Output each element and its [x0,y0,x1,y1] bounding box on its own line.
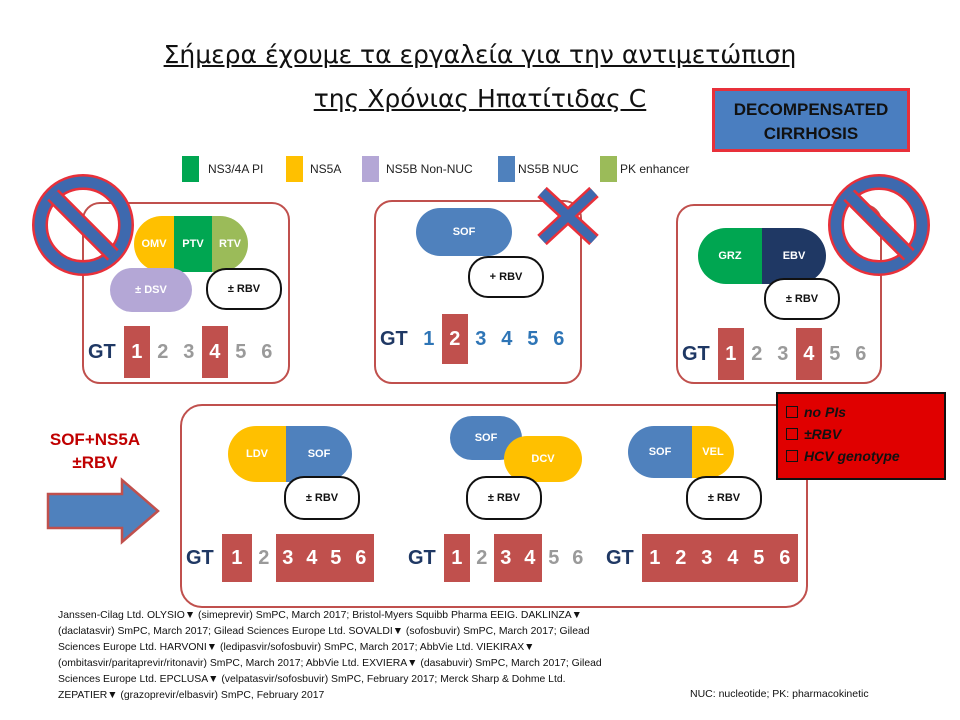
sof-ns5a-label [30,428,160,474]
genotype-4: 4 [202,326,228,378]
rbv-bubble-2: + RBV [468,256,544,298]
dcv-label: DCV [531,453,555,465]
genotype-6: 6 [553,327,565,350]
reference-line: Sciences Europe Ltd. HARVONI▼ (ledipasvir/sofosbuvir) SmPC, March 2017; AbbVie Ltd. VIEKIRAX▼ [58,642,535,653]
reference-line: (ombitasvir/paritaprevir/ritonavir) SmPC, March 2017; AbbVie Ltd. EXVIERA▼ (dasabuvir) SmPC, March 2017; Gilead [58,658,602,669]
legend-label-ns5b-nuc: NS5B NUC [518,162,579,176]
genotype-1: 1 [718,328,744,380]
genotype-3: 3 [494,534,518,582]
legend-label-ns34a: NS3/4A PI [208,162,264,176]
abbreviation-footnote: NUC: nucleotide; PK: pharmacokinetic [690,688,869,700]
badge-line-2: CIRRHOSIS [763,124,859,143]
genotype-2: 2 [258,546,270,569]
vel-segment: VEL [692,426,734,478]
gt-label: GT [408,546,436,569]
genotype-2: 2 [751,342,763,365]
genotype-5: 5 [527,327,539,350]
pill-dsv [110,268,192,312]
rtv-segment: RTV [212,216,248,272]
genotype-1: 1 [444,534,470,582]
note-text: no PIs [804,404,847,420]
dsv-label: ± DSV [135,284,167,296]
legend-swatch-pk [600,156,617,182]
genotype-row-epclusa [606,534,798,582]
genotype-1: 1 [222,534,252,582]
reference-line: Sciences Europe Ltd. EPCLUSA▼ (velpatasvir/sofosbuvir) SmPC, February 2017; Merck Sharp & Dohme Ltd. [58,674,566,685]
note-item [786,445,936,467]
omv-segment: OMV [134,216,174,272]
arrow-label-line-2: ±RBV [72,453,118,472]
legend-swatch-ns5a [286,156,303,182]
sof-segment: SOF [286,426,352,482]
gt-label: GT [88,340,116,363]
reference-line: (daclatasvir) SmPC, March 2017; Gilead Sciences Europe Ltd. SOVALDI▼ (sofosbuvir) SmPC, March 2017; Gilead [58,626,590,637]
pill-sof-vel [628,426,734,478]
notes-box [776,392,946,480]
genotype-4: 4 [518,534,542,582]
title-line-2: της Χρόνιας Ηπατίτιδας C [313,84,647,113]
note-item [786,401,936,423]
rbv-bubble-3: ± RBV [764,278,840,320]
decompensated-cirrhosis-badge [712,88,910,152]
genotype-3: 3 [475,327,487,350]
genotype-4: 4 [796,328,822,380]
legend [182,156,722,186]
genotype-row-2 [380,314,572,364]
genotype-1: 1 [642,534,668,582]
badge-line-1: DECOMPENSATED [733,100,889,119]
ebv-segment: EBV [762,228,826,284]
note-text: HCV genotype [804,448,900,464]
reference-line: Janssen-Cilag Ltd. OLYSIO▼ (simeprevir) SmPC, March 2017; Bristol-Myers Squibb Pharma EEIG. DAKLINZA▼ [58,610,582,621]
genotype-6: 6 [348,534,374,582]
genotype-3: 3 [777,342,789,365]
legend-swatch-ns34a [182,156,199,182]
genotype-4: 4 [720,534,746,582]
rbv-bubble-harvoni: ± RBV [284,476,360,520]
genotype-1: 1 [423,327,435,350]
genotype-row-3 [682,328,874,380]
sof-label: SOF [452,226,476,238]
prohibited-icon [30,172,136,278]
genotype-5: 5 [324,534,348,582]
pill-grz-ebv [698,228,826,284]
cross-icon [532,184,604,248]
pill-omv-ptv-rtv [134,216,248,272]
note-item [786,423,936,445]
checkbox-icon [786,428,798,440]
genotype-2: 2 [157,340,169,363]
legend-swatch-ns5b-nuc [498,156,515,182]
pill-sof [416,208,512,256]
gt-label: GT [606,546,634,569]
sof-segment: SOF [628,426,692,478]
sof-label: SOF [474,432,498,444]
note-text: ±RBV [804,426,842,442]
legend-label-ns5a: NS5A [310,162,342,176]
genotype-4: 4 [300,534,324,582]
arrow-label-line-1: SOF+NS5A [49,430,141,449]
genotype-row-daklinza [408,534,590,582]
ldv-segment: LDV [228,426,286,482]
genotype-2: 2 [668,534,694,582]
gt-label: GT [380,327,408,350]
genotype-row-1 [88,326,280,378]
genotype-3: 3 [183,340,195,363]
genotype-6: 6 [772,534,798,582]
legend-label-pk: PK enhancer [620,162,690,176]
genotype-6: 6 [261,340,273,363]
rbv-bubble-epclusa: ± RBV [686,476,762,520]
genotype-3: 3 [694,534,720,582]
checkbox-icon [786,450,798,462]
gt-label: GT [186,546,214,569]
legend-label-ns5b-nonnuc: NS5B Non-NUC [386,162,473,176]
genotype-row-harvoni [186,534,374,582]
prohibited-icon [826,172,932,278]
ptv-segment: PTV [174,216,212,272]
checkbox-icon [786,406,798,418]
grz-segment: GRZ [698,228,762,284]
genotype-1: 1 [124,326,150,378]
right-arrow-icon [44,476,164,546]
genotype-6: 6 [572,546,584,569]
genotype-5: 5 [746,534,772,582]
title-line-1: Σήμερα έχουμε τα εργαλεία για την αντιμετώπιση [163,40,797,69]
genotype-6: 6 [855,342,867,365]
genotype-3: 3 [276,534,300,582]
genotype-5: 5 [829,342,841,365]
genotype-2: 2 [476,546,488,569]
genotype-5: 5 [235,340,247,363]
genotype-2: 2 [442,314,468,364]
rbv-bubble-1: ± RBV [206,268,282,310]
reference-line: ZEPATIER▼ (grazoprevir/elbasvir) SmPC, February 2017 [58,690,325,701]
genotype-5: 5 [548,546,560,569]
legend-swatch-ns5b-nonnuc [362,156,379,182]
pill-ldv-sof [228,426,352,482]
rbv-bubble-daklinza: ± RBV [466,476,542,520]
references [58,608,698,704]
gt-label: GT [682,342,710,365]
genotype-4: 4 [501,327,513,350]
